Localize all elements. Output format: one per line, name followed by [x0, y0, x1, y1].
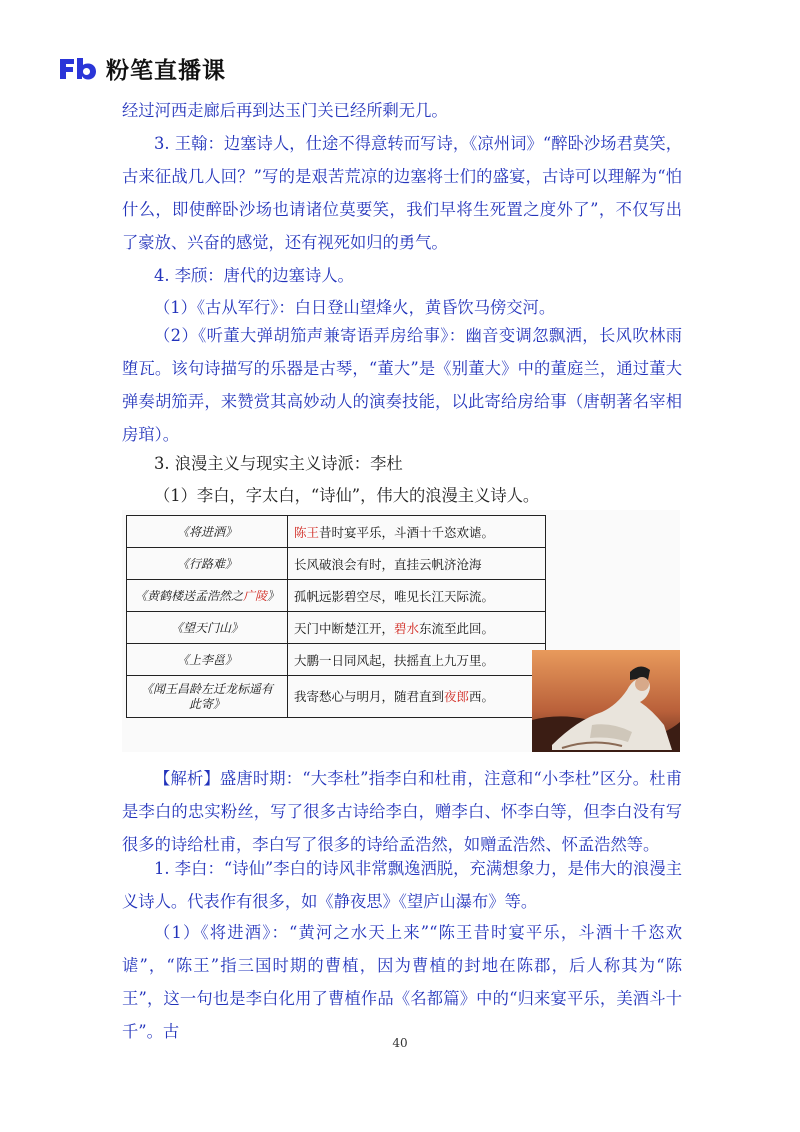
poem-line: 大鹏一日同风起，扶摇直上九万里。	[288, 644, 546, 676]
section-title: 3. 浪漫主义与现实主义诗派：李杜	[154, 454, 403, 473]
table-row	[127, 644, 546, 676]
poem-title-text: 此寄》	[188, 696, 225, 711]
li-bai-figure-image	[532, 650, 680, 752]
analysis-text: 盛唐时期：“大李杜”指李白和杜甫，注意和“小李杜”区分。杜甫是李白的忠实粉丝，写了很多古诗给李白，赠李白、怀李白等，但李白没有写很多的诗给杜甫，李白写了很多的诗给孟浩然，如赠孟浩然、怀孟浩然等。	[122, 769, 682, 854]
poem-text: 西。	[469, 689, 495, 704]
poem-line: 长风破浪会有时，直挂云帆济沧海	[288, 548, 546, 580]
table-row	[127, 676, 546, 718]
table-row	[127, 548, 546, 580]
li-qi-item-2: （2）《听董大弹胡笳声兼寄语弄房给事》：幽音变调忽飘洒，长风吹林雨堕瓦。该句诗描写的乐器是古琴，“董大”是《别董大》中的董庭兰，通过董大弹奏胡笳弄，来赞赏其高妙动人的演奏技能，以此寄给房给事（唐朝著名宰相房琯）。	[122, 326, 682, 444]
text-line: 经过河西走廊后再到达玉门关已经所剩无几。	[122, 101, 448, 120]
jiang-jin-jiu-paragraph: （1）《将进酒》：“黄河之水天上来”“陈王昔时宴平乐，斗酒十千恣欢谑”，“陈王”指三国时期的曹植，因为曹植的封地在陈郡，后人称其为“陈王”，这一句也是李白化用了曹植作品《名都篇》中的“归来宴平乐，美酒斗十千”。古	[122, 923, 682, 1041]
brand-name: 粉笔直播课	[106, 58, 226, 84]
poem-title-text: 《黄鹤楼送孟浩然之	[134, 589, 243, 603]
red-highlight: 广陵	[242, 589, 267, 603]
red-highlight: 陈王	[294, 524, 320, 540]
poem-line	[288, 612, 546, 644]
poem-title	[127, 676, 288, 718]
table-row	[127, 580, 546, 612]
poem-text: 昔时宴平乐，斗酒十千恣欢谑。	[319, 524, 495, 540]
fb-logo-icon	[58, 56, 98, 82]
poem-text: 我寄愁心与明月，随君直到	[294, 689, 445, 704]
fenbi-logo	[58, 56, 98, 82]
table-row	[127, 612, 546, 644]
poem-title: 《将进酒》	[127, 516, 288, 548]
poem-text: 东流至此回。	[419, 620, 495, 636]
header	[58, 52, 226, 85]
poem-title-text: 《闻王昌龄左迁龙标遥有	[140, 681, 273, 696]
poem-title: 《行路难》	[127, 548, 288, 580]
paragraph-wang-han: 3. 王翰：边塞诗人，仕途不得意转而写诗，《凉州词》“醉卧沙场君莫笑，古来征战几人回？”写的是艰苦荒凉的边塞将士们的盛宴，古诗可以理解为“怕什么，即使醉卧沙场也请诸位莫要笑，我们早将生死置之度外了”，不仅写出了豪放、兴奋的感觉，还有视死如归的勇气。	[122, 134, 682, 252]
li-bai-painting	[532, 650, 680, 752]
li-bai-paragraph: 1. 李白：“诗仙”李白的诗风非常飘逸洒脱，充满想象力，是伟大的浪漫主义诗人。代表作有很多，如《静夜思》《望庐山瀑布》等。	[122, 859, 682, 911]
poem-title-text: 》	[267, 589, 280, 603]
poem-line: 孤帆远影碧空尽，唯见长江天际流。	[288, 580, 546, 612]
page-number: 40	[392, 1036, 408, 1050]
poem-title: 《望天门山》	[127, 612, 288, 644]
li-qi-item-1: （1）《古从军行》：白日登山望烽火，黄昏饮马傍交河。	[154, 298, 556, 317]
analysis-paragraph	[122, 762, 682, 861]
li-qi-title: 4. 李颀：唐代的边塞诗人。	[154, 266, 354, 285]
poem-table	[126, 515, 546, 718]
poem-text: 天门中断楚江开，	[294, 620, 395, 636]
red-highlight: 夜郎	[444, 689, 470, 704]
section-subtitle: （1）李白，字太白，“诗仙”，伟大的浪漫主义诗人。	[154, 486, 540, 505]
poem-line	[288, 676, 546, 718]
poem-title	[127, 580, 288, 612]
red-highlight: 碧水	[394, 620, 420, 636]
analysis-tag: 【解析】	[154, 769, 220, 788]
poem-title: 《上李邕》	[127, 644, 288, 676]
table-row	[127, 516, 546, 548]
poem-line	[288, 516, 546, 548]
